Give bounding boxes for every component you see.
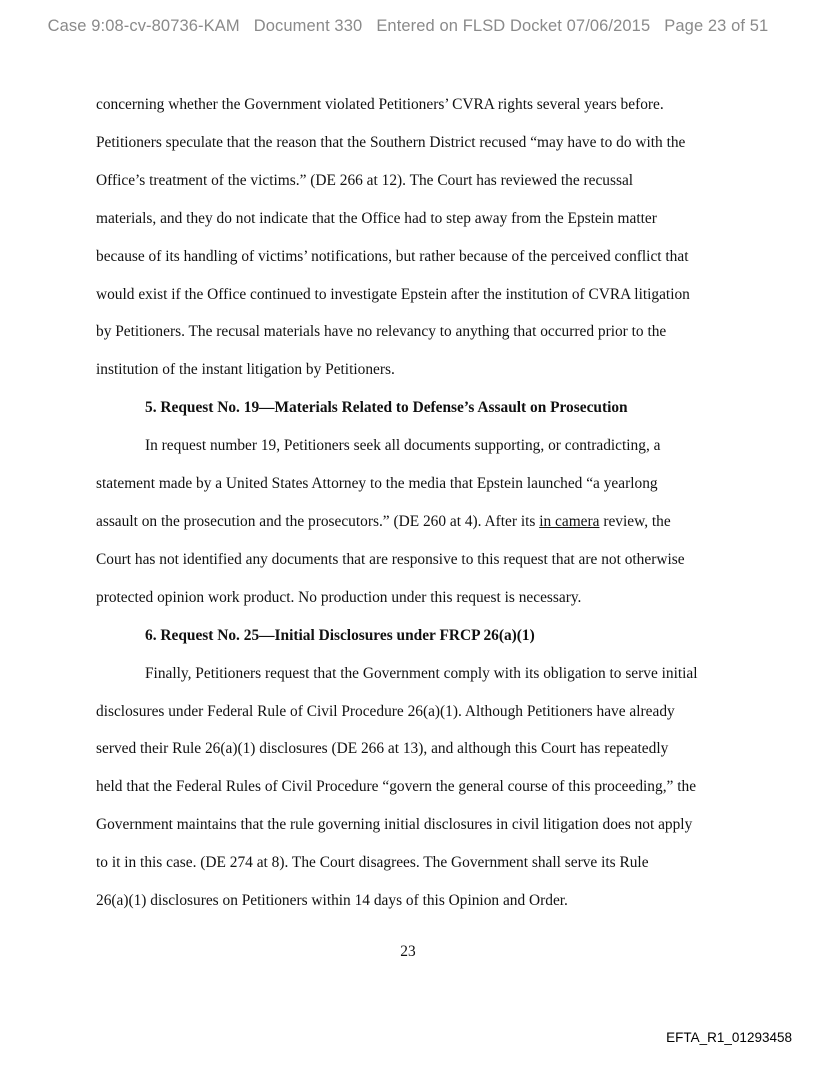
text-segment: review, the [599,513,671,530]
document-number: Document 330 [253,17,363,35]
text-line: materials, and they do not indicate that the Office had to step away from the Epstein matter [96,210,657,227]
text-line: by Petitioners. The recusal materials have no relevancy to anything that occurred prior to the [96,323,667,340]
text-line: Court has not identified any documents that are responsive to this request that are not otherwise [96,551,685,568]
text-line: protected opinion work product. No production under this request is necessary. [96,589,582,606]
text-line [96,513,736,531]
text-line: In request number 19, Petitioners seek all documents supporting, or contradicting, a [145,437,661,454]
section-heading-request-19: 5. Request No. 19—Materials Related to Defense’s Assault on Prosecution [145,399,628,416]
text-line: Office’s treatment of the victims.” (DE 266 at 12). The Court has reviewed the recussal [96,172,634,189]
bates-id: EFTA_R1_01293458 [666,1030,792,1045]
docket-entry: Entered on FLSD Docket 07/06/2015 [376,17,651,35]
text-line: concerning whether the Government violated Petitioners’ CVRA rights several years before. [96,96,664,113]
page-number: 23 [400,943,416,960]
case-number: Case 9:08-cv-80736-KAM [47,17,240,35]
page-of-total: Page 23 of 51 [664,17,769,35]
section-heading-request-25: 6. Request No. 25—Initial Disclosures under FRCP 26(a)(1) [145,627,535,644]
docket-header [0,17,816,36]
text-line: served their Rule 26(a)(1) disclosures (DE 266 at 13), and although this Court has repeatedly [96,740,669,757]
text-line: Government maintains that the rule governing initial disclosures in civil litigation does not apply [96,816,693,833]
text-line: because of its handling of victims’ notifications, but rather because of the perceived conflict that [96,248,689,265]
text-line: would exist if the Office continued to investigate Epstein after the institution of CVRA litigation [96,286,690,303]
text-line: institution of the instant litigation by Petitioners. [96,361,395,378]
text-line: disclosures under Federal Rule of Civil Procedure 26(a)(1). Although Petitioners have already [96,703,675,720]
text-segment: assault on the prosecution and the prosecutors.” (DE 260 at 4). After its [96,513,540,530]
underlined-term: in camera [539,513,600,530]
text-line: statement made by a United States Attorney to the media that Epstein launched “a yearlong [96,475,658,492]
text-line: 26(a)(1) disclosures on Petitioners within 14 days of this Opinion and Order. [96,892,568,909]
text-line: to it in this case. (DE 274 at 8). The Court disagrees. The Government shall serve its Rule [96,854,649,871]
text-line: Petitioners speculate that the reason that the Southern District recused “may have to do with the [96,134,686,151]
text-line: held that the Federal Rules of Civil Procedure “govern the general course of this proceeding,” the [96,778,697,795]
text-line: Finally, Petitioners request that the Government comply with its obligation to serve initial [145,665,698,682]
